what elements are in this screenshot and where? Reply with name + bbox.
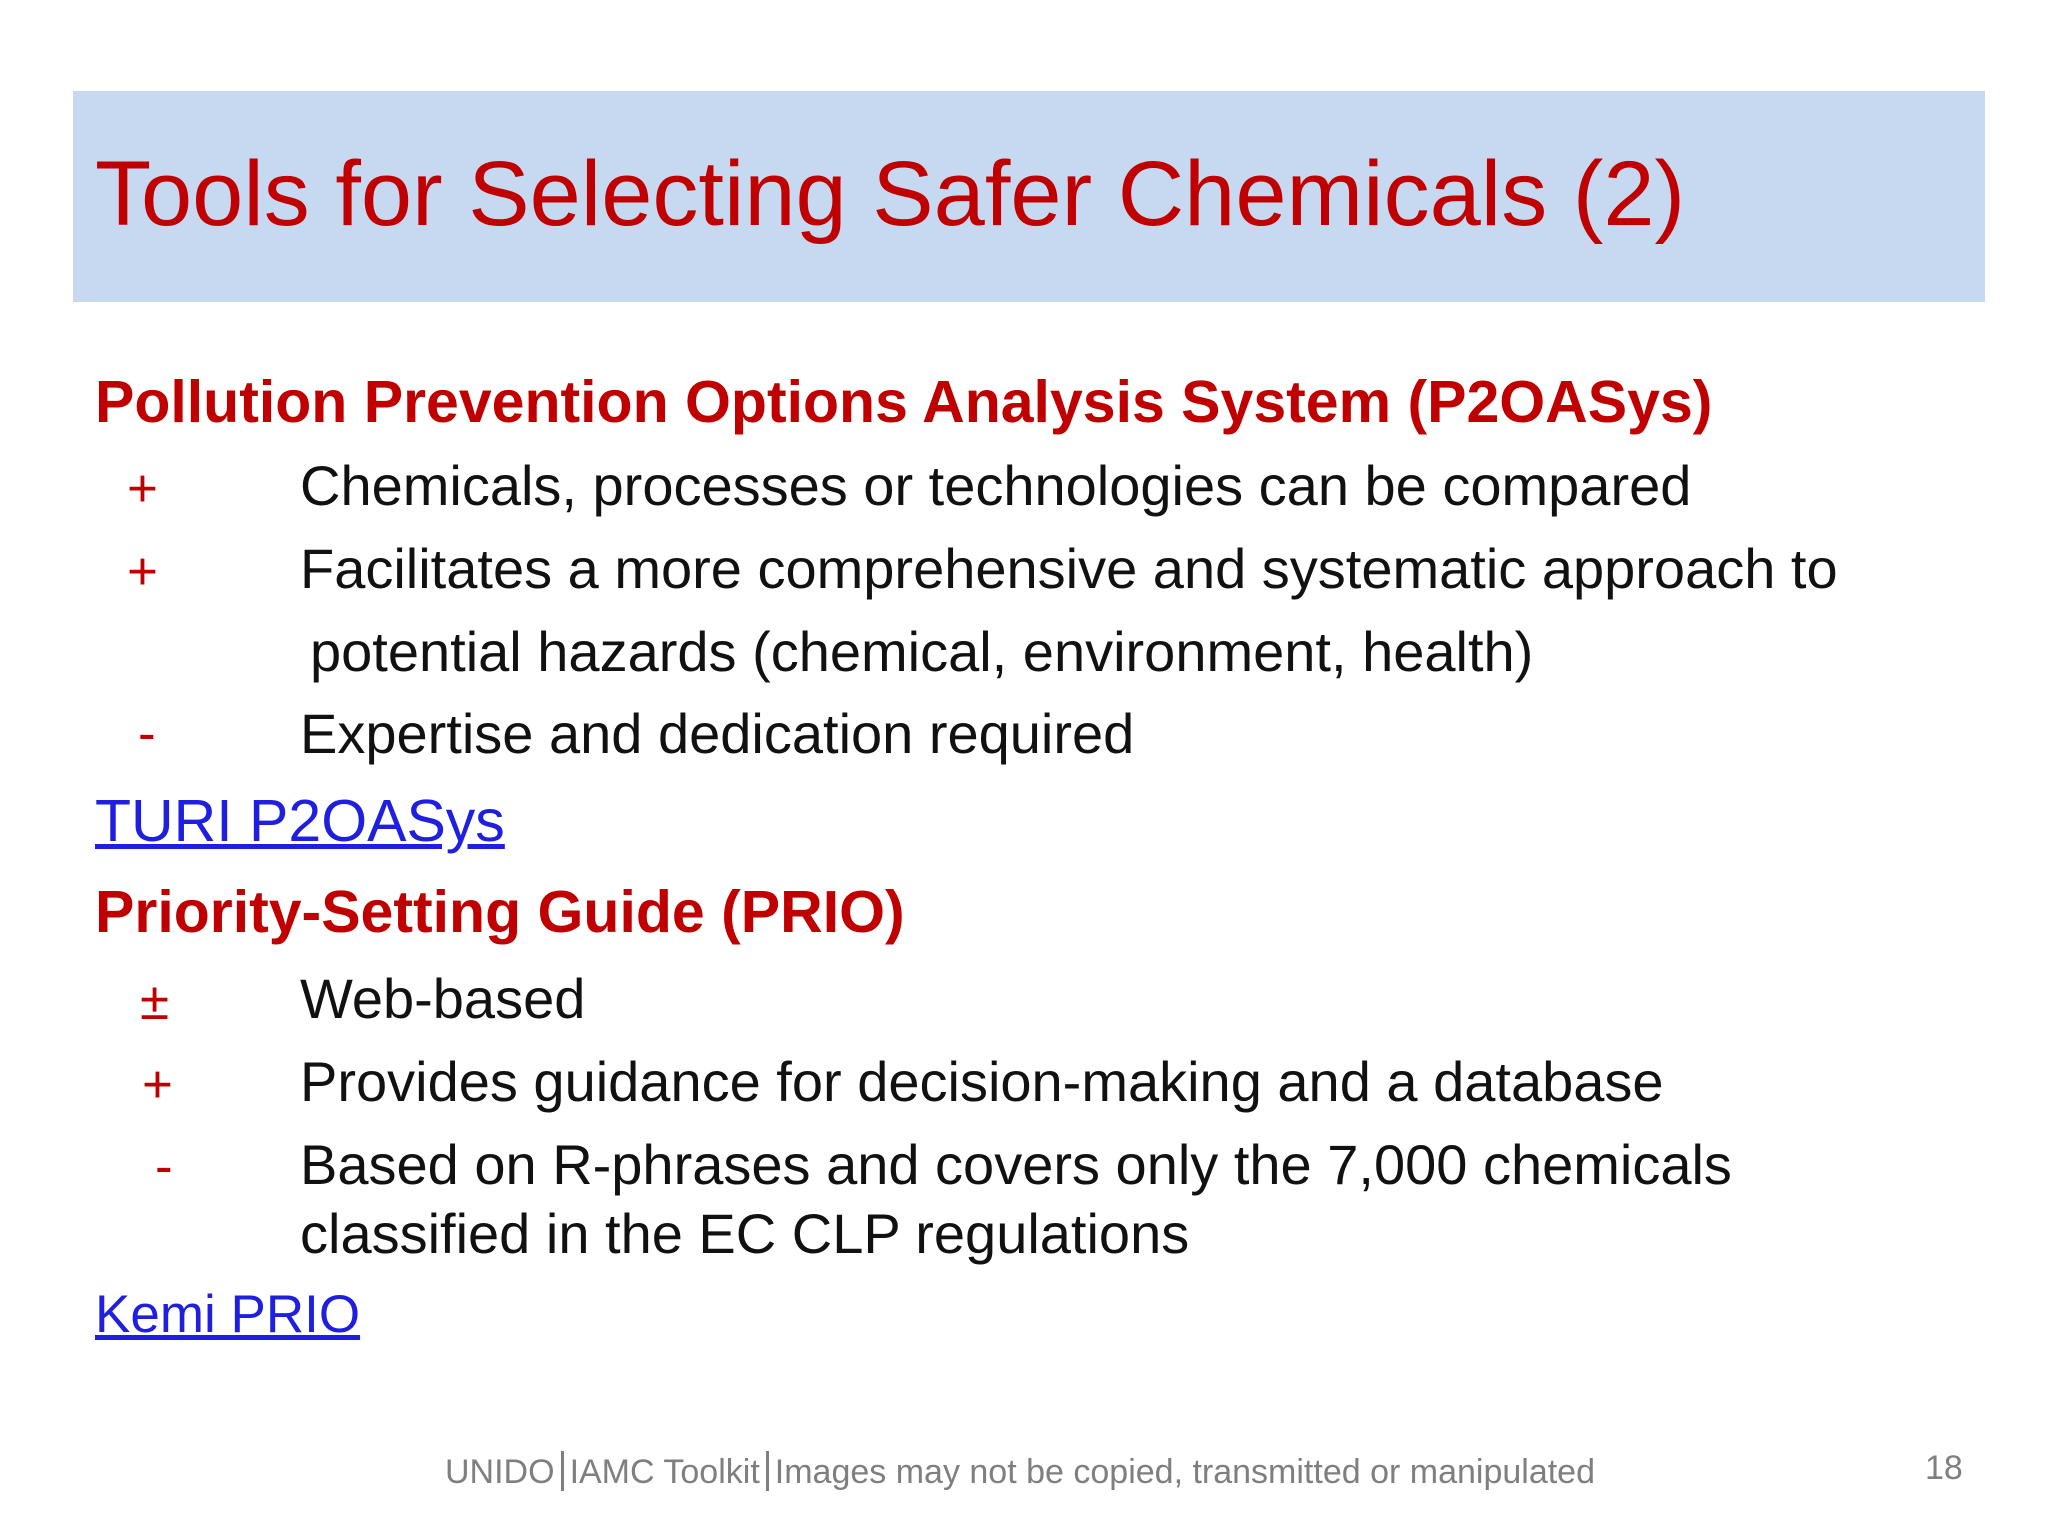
pro-marker: + xyxy=(127,459,158,518)
list-item-text: Expertise and dedication required xyxy=(300,702,1135,765)
pro-marker: + xyxy=(142,1055,173,1114)
con-marker: - xyxy=(155,1137,173,1196)
list-item-text: Web-based xyxy=(300,967,586,1030)
con-marker: - xyxy=(138,704,156,763)
plus-minus-marker: ± xyxy=(140,972,170,1031)
list-item-continuation: potential hazards (chemical, environment, health) xyxy=(310,620,1534,683)
section-heading-p2oasys: Pollution Prevention Options Analysis System (P2OASys) xyxy=(95,369,1713,435)
list-item-text: Chemicals, processes or technologies can be compared xyxy=(300,454,1692,517)
list-item-continuation: classified in the EC CLP regulations xyxy=(300,1202,1190,1265)
footer-separator xyxy=(766,1451,769,1491)
list-item-text: Based on R-phrases and covers only the 7,000 chemicals xyxy=(300,1133,1732,1196)
page-number: 18 xyxy=(1925,1449,1963,1487)
pro-marker: + xyxy=(127,542,158,601)
link-turi-p2oasys[interactable]: TURI P2OASys xyxy=(95,788,505,854)
footer-toolkit: IAMC Toolkit xyxy=(569,1453,760,1491)
footer-org: UNIDO xyxy=(445,1453,555,1491)
footer xyxy=(445,1451,1595,1491)
footer-notice: Images may not be copied, transmitted or manipulated xyxy=(774,1453,1595,1491)
list-item-text: Provides guidance for decision-making and a database xyxy=(300,1050,1664,1113)
link-kemi-prio[interactable]: Kemi PRIO xyxy=(95,1285,361,1344)
slide-title: Tools for Selecting Safer Chemicals (2) xyxy=(95,143,1686,245)
list-item-text: Facilitates a more comprehensive and systematic approach to xyxy=(300,537,1838,600)
section-heading-prio: Priority-Setting Guide (PRIO) xyxy=(95,879,905,945)
footer-separator xyxy=(561,1451,564,1491)
